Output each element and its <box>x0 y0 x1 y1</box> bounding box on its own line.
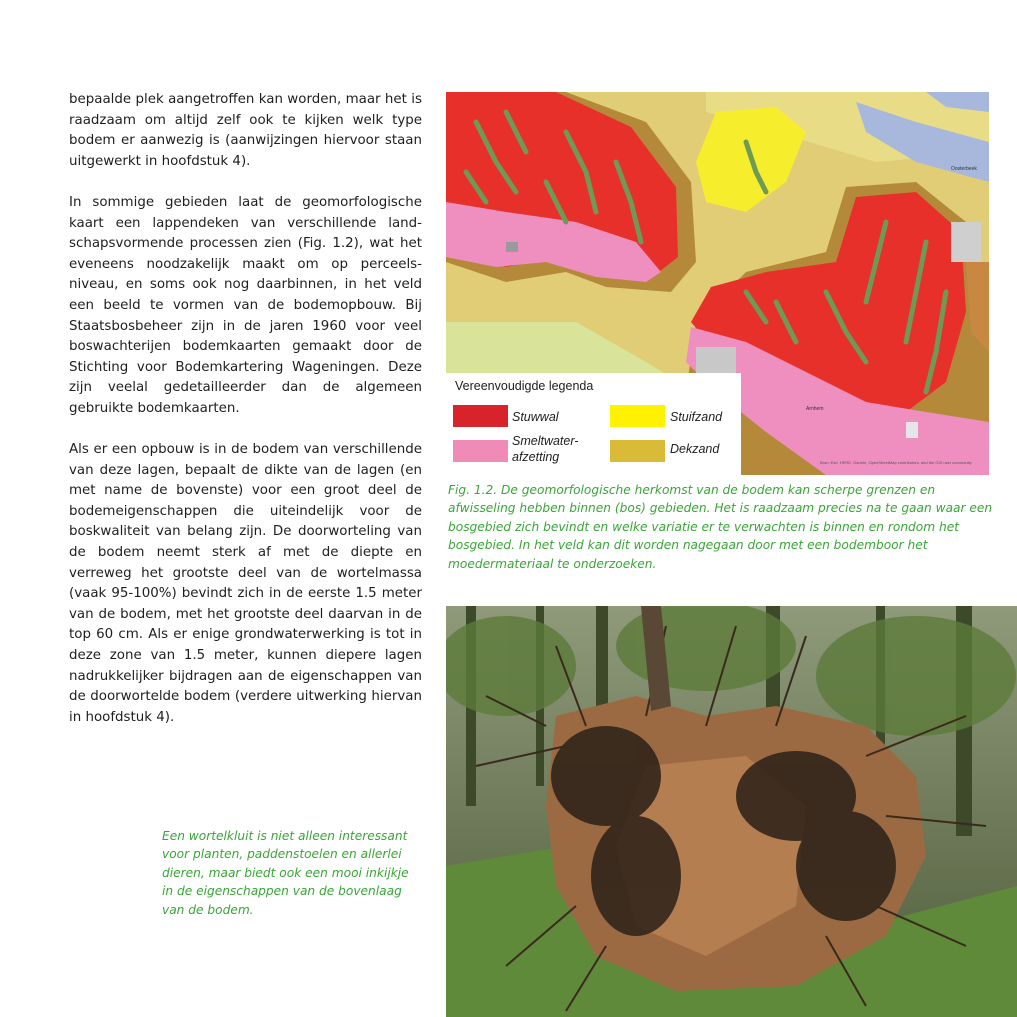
legend-label-dekzand: Dekzand <box>670 442 720 456</box>
place-label: Arnhem <box>806 406 824 412</box>
legend-label-stuifzand: Stuifzand <box>670 410 723 424</box>
legend-swatch-stuwwal <box>453 405 508 427</box>
legend-label-smeltwater: Smeltwater- afzetting <box>512 434 579 464</box>
map-legend <box>446 373 741 475</box>
legend-swatch-smeltwater <box>453 440 508 462</box>
map-caption: Fig. 1.2. De geomorfologische herkomst van de bodem kan scherpe grenzen en afwisseling hebben binnen (bos) gebieden. Het is raadzaam precies na te gaan waar een bosgebied zich bevindt en welke variatie er te verwachten is binnen en rondom het bosgebied. In het veld kan dit worden nagegaan door met een bodemboor het moedermateriaal te onderzoeken. <box>448 483 993 571</box>
body-paragraph-2 <box>69 193 422 420</box>
paragraph-text: bepaalde plek aangetroffen kan worden, maar het is raadzaam om altijd zelf ook te kijken welk type bodem er aanwezig is (aanwijzingen hiervoor staan uitgewerkt in hoofdstuk 4). <box>69 92 422 169</box>
body-paragraph-1 <box>69 90 422 172</box>
legend-swatch-dekzand <box>610 440 665 462</box>
photo-graphic <box>446 606 1017 1017</box>
legend-swatch-stuifzand <box>610 405 665 427</box>
photo-caption: Een wortelkluit is niet alleen interessant voor planten, paddenstoelen en allerlei dieren, maar biedt ook een mooi inkijkje in de eigenschappen van de bovenlaag van de bodem. <box>162 829 409 917</box>
body-paragraph-3 <box>69 440 422 728</box>
legend-title: Vereenvoudigde legenda <box>455 379 594 393</box>
map-credit: Bron: Esri, HERE, Garmin, OpenStreetMap contributors, and the GIS user community <box>820 460 972 465</box>
paragraph-text: Als er een opbouw is in de bodem van verschillende van deze lagen, bepaalt de dikte van de lagen (en met name de bovenste) voor een groot deel de bodemeigenschappen die uiteindelijk voor de boskwaliteit van belang zijn. De doorworteling van de bodem neemt sterk af met de diepte en verreweg het grootste deel van de wortelmassa (vaak 95-100%) bevindt zich in de eerste 1.5 meter van de bodem, met het grootste deel daarvan in de top 60 cm. Als er enige grondwaterwerking is tot in deze zone van 1.5 meter, kunnen diepere lagen nadrukkelijker bijdragen aan de eigenschappen van de doorwortelde bodem (verdere uitwerking hiervan in hoofdstuk 4). <box>69 442 422 725</box>
root-plate-photo <box>446 606 1017 1017</box>
paragraph-text: In sommige gebieden laat de geomorfologische kaart een lappendeken van verschillende landschapsvormende processen zien (Fig. 1.2), wat het eveneens noodzakelijk maakt om op perceelsniveau, en soms ook nog daarbinnen, in het veld een beeld te vormen van de bodemopbouw. Bij Staatsbosbeheer zijn in de jaren 1960 voor veel boswachterijen bodemkaarten gemaakt door de Stichting voor Bodemkartering Wageningen. Deze zijn veelal gedetailleerder dan de algemeen gebruikte bodemkaarten. <box>69 195 422 416</box>
legend-label-stuwwal: Stuwwal <box>512 410 559 424</box>
place-label: Oosterbeek <box>951 166 977 172</box>
